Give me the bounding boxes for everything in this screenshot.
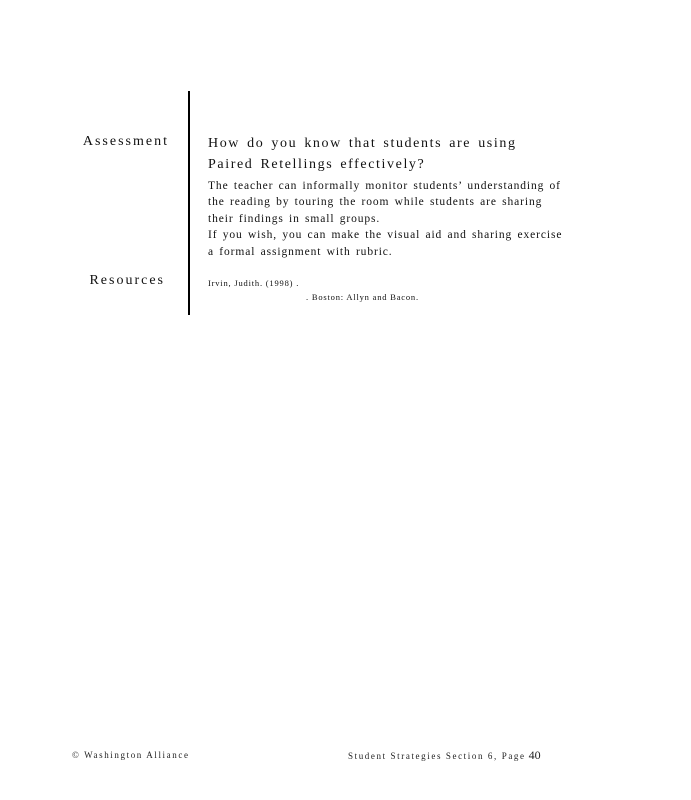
assessment-label: Assessment xyxy=(82,134,169,149)
assessment-question: How do you know that students are using Paired Retellings effectively? xyxy=(208,136,517,172)
footer-section-label: Student Strategies Section 6, Page xyxy=(348,751,526,761)
footer-copyright: © Washington Alliance xyxy=(72,750,190,760)
assessment-body xyxy=(208,178,568,260)
footer-page-info xyxy=(348,748,541,763)
assessment-paragraph-1: The teacher can informally monitor students’ understanding of the reading by touring the room while students are sharing their findings in small groups. xyxy=(208,180,561,225)
citation-author: Irvin, Judith. (1998) . xyxy=(208,278,300,288)
page-number: 40 xyxy=(528,748,541,762)
vertical-divider xyxy=(188,91,190,315)
resources-label: Resources xyxy=(89,273,165,288)
assessment-paragraph-2: If you wish, you can make the visual aid and sharing exercise a formal assignment with rubric. xyxy=(208,229,563,258)
citation-publisher: . Boston: Allyn and Bacon. xyxy=(306,292,419,302)
